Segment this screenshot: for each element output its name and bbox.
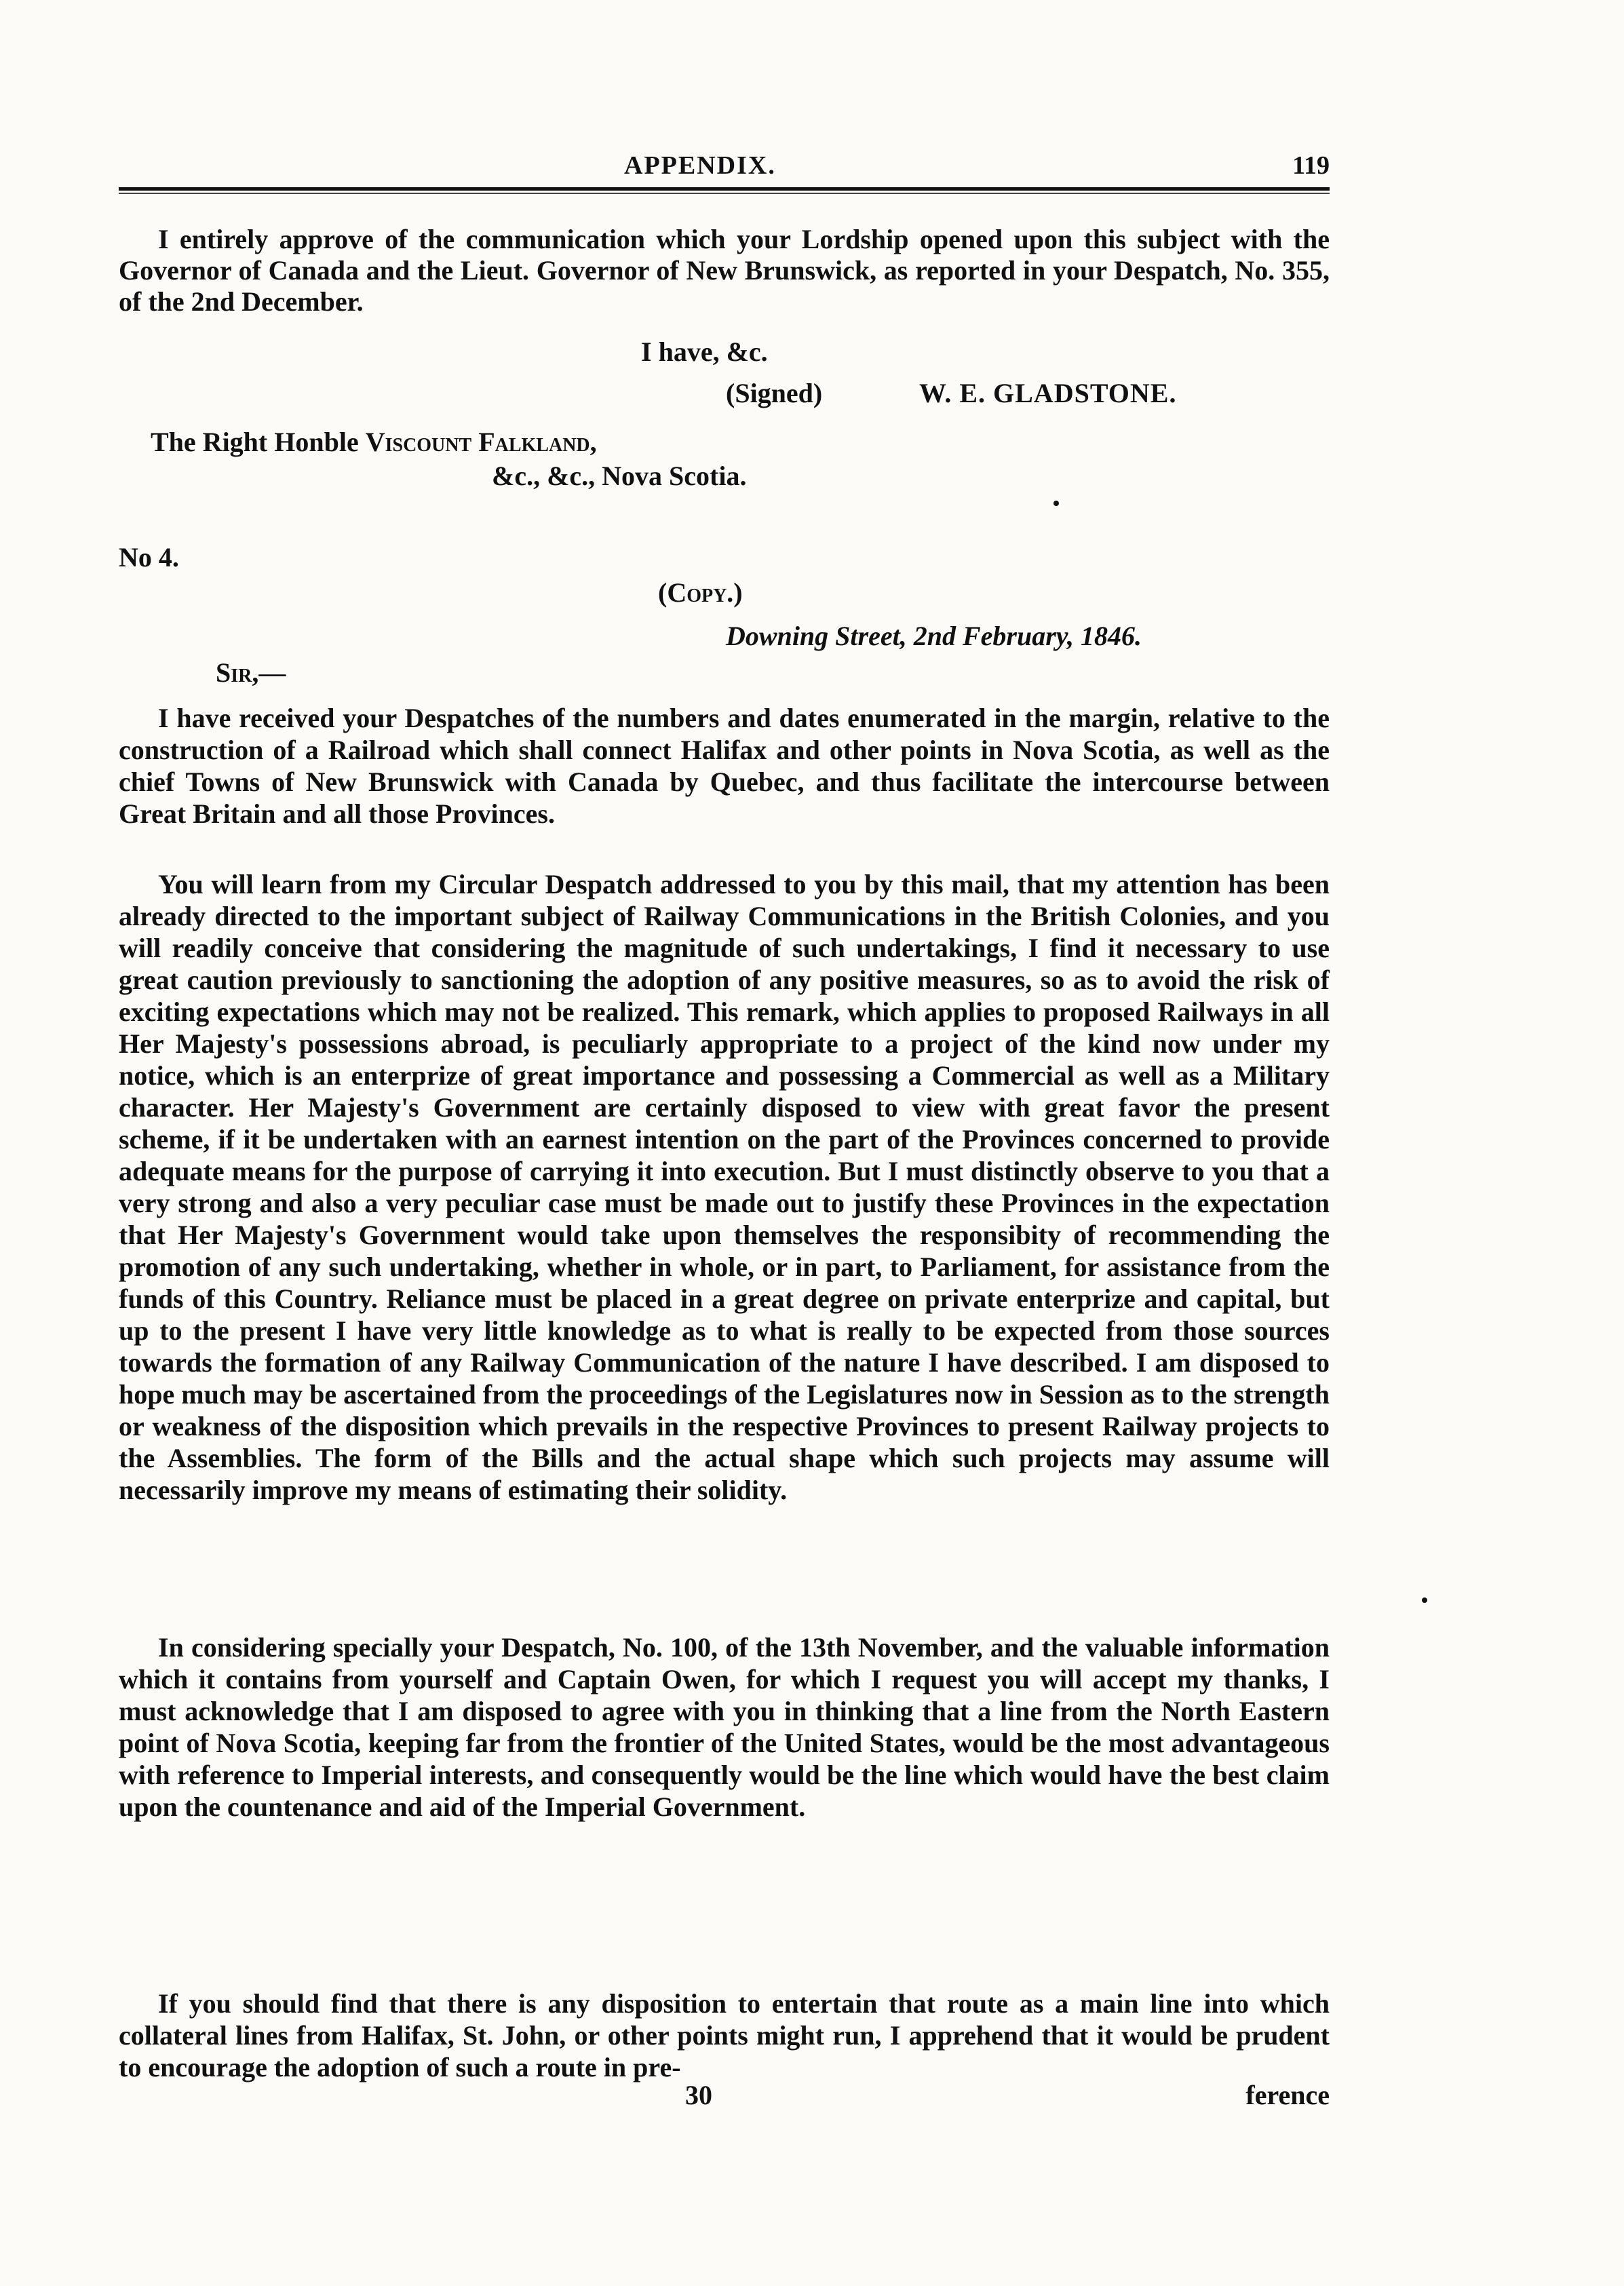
running-title: APPENDIX. — [624, 151, 776, 180]
opening-paragraph: I entirely approve of the communication which your Lordship opened upon this subject with the Governor of Canada and the Lieut. Governor of New Brunswick, as reported in your Despatch, No. 355, of the 2nd December. — [119, 224, 1330, 317]
letter-number: No 4. — [119, 542, 179, 573]
signatory-name: W. E. GLADSTONE. — [919, 378, 1177, 408]
header-rule — [119, 187, 1330, 191]
addressee-line-1 — [151, 426, 597, 458]
addressee-name: Viscount Falkland, — [365, 427, 597, 457]
closing-formula: I have, &c. — [641, 336, 768, 367]
body-paragraph-2: You will learn from my Circular Despatch addressed to you by this mail, that my attention has been already directed to the important subject of Railway Communications in the British Colonies, and you will readily conceive that considering the magnitude of such undertakings, I find it necessary to use great caution previously to sanctioning the adoption of any positive measures, so as to avoid the risk of exciting expectations which may not be realized. This remark, which applies to proposed Railways in all Her Majesty's possessions abroad, is peculiarly appropriate to a project of the kind now under my notice, which is an enterprize of great importance and possessing a Commercial as well as a Military character. Her Majesty's Government are certainly disposed to view with great favor the present scheme, if it be undertaken with an earnest intention on the part of the Provinces concerned to provide adequate means for the purpose of carrying it into execution. But I must distinctly observe to you that a very strong and also a very peculiar case must be made out to justify these Provinces in the expectation that Her Majesty's Government would take upon themselves the responsibity of recommending the promotion of any such undertaking, whether in whole, or in part, to Parliament, for assistance from the funds of this Country. Reliance must be placed in a great degree on private enterprize and capital, but up to the present I have very little knowledge as to what is really to be expected from those sources towards the formation of any Railway Communication of the nature I have described. I am disposed to hope much may be ascertained from the proceedings of the Legislatures now in Session as to the strength or weakness of the disposition which prevails in the respective Provinces to present Railway projects to the Assemblies. The form of the Bills and the actual shape which such projects may assume will necessarily improve my means of estimating their solidity. — [119, 869, 1330, 1505]
ink-speck — [1053, 501, 1059, 506]
addressee-line-2: &c., &c., Nova Scotia. — [492, 461, 747, 491]
signature-mark: 30 — [685, 2080, 712, 2110]
header-rule-thin — [119, 193, 1330, 194]
salutation: Sir,— — [216, 657, 286, 688]
dateline: Downing Street, 2nd February, 1846. — [726, 621, 1142, 651]
body-paragraph-1: I have received your Despatches of the numbers and dates enumerated in the margin, relative to the construction of a Railroad which shall connect Halifax and other points in Nova Scotia, as well as the chief Towns of New Brunswick with Canada by Quebec, and thus facilitate the intercourse between Great Britain and all those Provinces. — [119, 703, 1330, 829]
signed-label: (Signed) — [726, 378, 823, 408]
body-paragraph-4: If you should find that there is any disposition to entertain that route as a main line into which collateral lines from Halifax, St. John, or other points might run, I apprehend that it would be prudent to encourage the adoption of such a route in pre- — [119, 1988, 1330, 2082]
catchword: ference — [1245, 2080, 1330, 2110]
copy-label: (Copy.) — [658, 577, 743, 608]
ink-speck — [1422, 1597, 1427, 1603]
body-paragraph-3: In considering specially your Despatch, No. 100, of the 13th November, and the valuable information which it contains from yourself and Captain Owen, for which I request you will accept my thanks, I must acknowledge that I am disposed to agree with you in thinking that a line from the North Eastern point of Nova Scotia, keeping far from the frontier of the United States, would be the most advantageous with reference to Imperial interests, and consequently would be the line which would have the best claim upon the countenance and aid of the Imperial Government. — [119, 1632, 1330, 1822]
addressee-title: The Right Honble — [151, 427, 359, 457]
page-header — [119, 151, 1330, 186]
page-number: 119 — [1292, 151, 1330, 180]
